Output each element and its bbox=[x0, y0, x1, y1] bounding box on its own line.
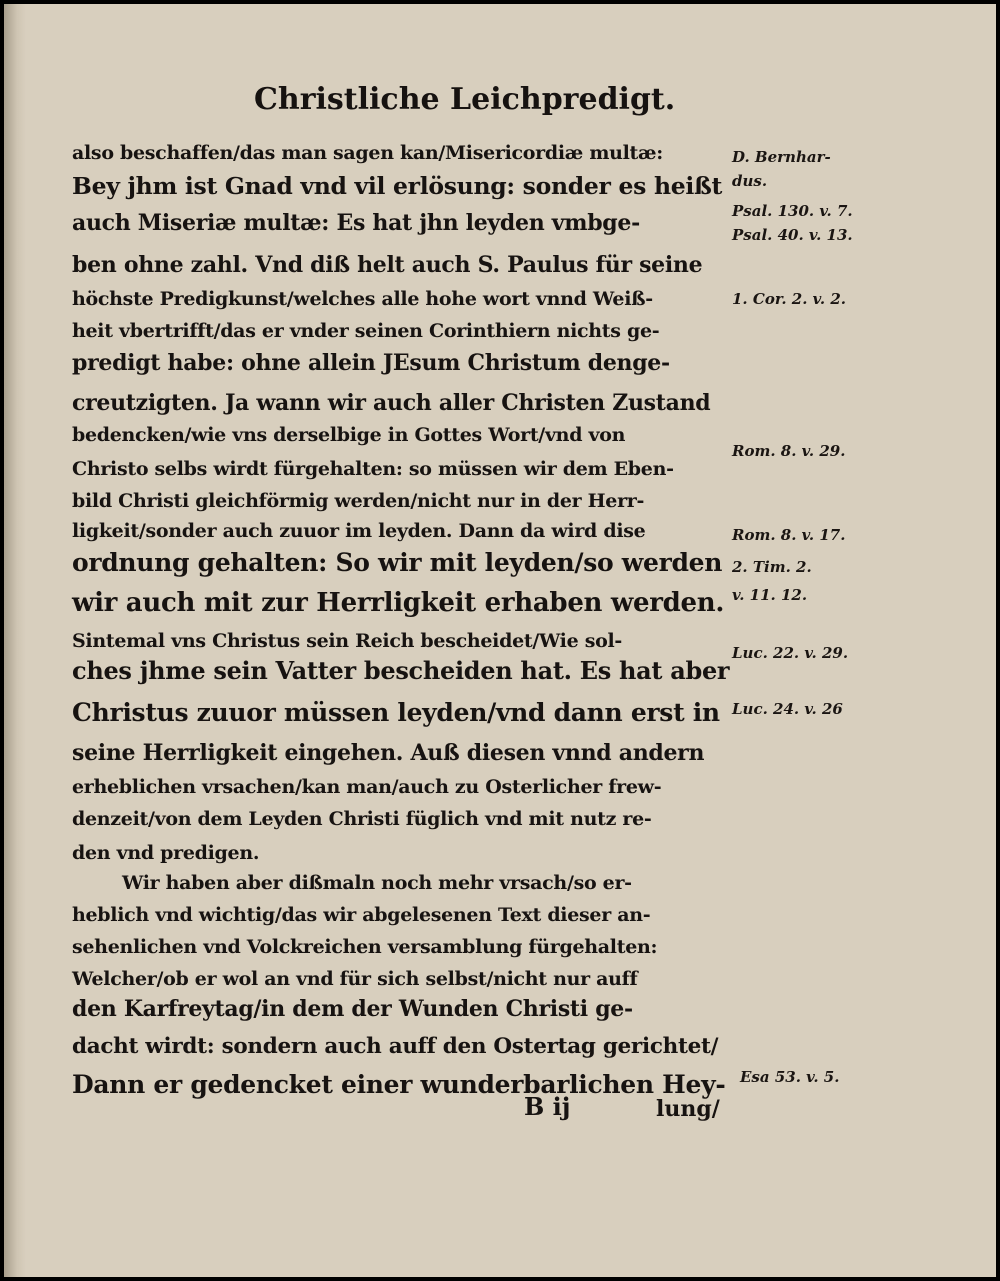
margin-note: D. Bernhar- bbox=[732, 148, 831, 166]
text-line: bedencken/wie vns derselbige in Gottes Wort/vnd von bbox=[72, 424, 626, 446]
margin-note: Rom. 8. v. 17. bbox=[732, 526, 846, 544]
margin-note: 2. Tim. 2. bbox=[732, 558, 812, 576]
text-line: denzeit/von dem Leyden Christi füglich vnd mit nutz re- bbox=[72, 808, 652, 830]
margin-note: Esa 53. v. 5. bbox=[740, 1068, 840, 1086]
text-line: Welcher/ob er wol an vnd für sich selbst/nicht nur auff bbox=[72, 968, 638, 990]
text-line: Bey jhm ist Gnad vnd vil erlösung: sonder es heißt bbox=[72, 172, 723, 200]
text-line: erheblichen vrsachen/kan man/auch zu Osterlicher frew- bbox=[72, 776, 662, 798]
text-line: ches jhme sein Vatter bescheiden hat. Es hat aber bbox=[72, 656, 730, 685]
text-line: also beschaffen/das man sagen kan/Misericordiæ multæ: bbox=[72, 142, 663, 164]
running-header: Christliche Leichpredigt. bbox=[254, 82, 676, 117]
text-line: den vnd predigen. bbox=[72, 842, 260, 864]
book-page bbox=[4, 4, 996, 1277]
text-line: Wir haben aber dißmaln noch mehr vrsach/so er- bbox=[122, 872, 632, 894]
text-line: höchste Predigkunst/welches alle hohe wort vnnd Weiß- bbox=[72, 288, 653, 310]
page-gutter-shadow bbox=[4, 4, 26, 1277]
catchword: lung/ bbox=[656, 1096, 720, 1122]
text-line: ben ohne zahl. Vnd diß helt auch S. Paulus für seine bbox=[72, 252, 703, 278]
text-line: seine Herrligkeit eingehen. Auß diesen vnnd andern bbox=[72, 740, 705, 766]
margin-note: Rom. 8. v. 29. bbox=[732, 442, 846, 460]
margin-note: Luc. 24. v. 26 bbox=[732, 700, 843, 718]
text-line: wir auch mit zur Herrligkeit erhaben werden. bbox=[72, 588, 725, 618]
text-line: dacht wirdt: sondern auch auff den Ostertag gerichtet/ bbox=[72, 1034, 719, 1059]
text-line: ordnung gehalten: So wir mit leyden/so werden bbox=[72, 548, 723, 577]
text-line: auch Miseriæ multæ: Es hat jhn leyden vmbge- bbox=[72, 210, 640, 236]
text-line: Dann er gedencket einer wunderbarlichen Hey- bbox=[72, 1070, 726, 1099]
text-line: bild Christi gleichförmig werden/nicht nur in der Herr- bbox=[72, 490, 645, 512]
text-line: heit vbertrifft/das er vnder seinen Corinthiern nichts ge- bbox=[72, 320, 660, 342]
text-line: ligkeit/sonder auch zuuor im leyden. Dann da wird dise bbox=[72, 520, 646, 542]
margin-note: 1. Cor. 2. v. 2. bbox=[732, 290, 846, 308]
text-line: Sintemal vns Christus sein Reich bescheidet/Wie sol- bbox=[72, 630, 622, 652]
margin-note: dus. bbox=[732, 172, 768, 190]
margin-note: Luc. 22. v. 29. bbox=[732, 644, 849, 662]
text-line: predigt habe: ohne allein JEsum Christum denge- bbox=[72, 350, 670, 376]
text-line: heblich vnd wichtig/das wir abgelesenen Text dieser an- bbox=[72, 904, 651, 926]
text-line: den Karfreytag/in dem der Wunden Christi ge- bbox=[72, 996, 633, 1022]
margin-note: v. 11. 12. bbox=[732, 586, 808, 604]
text-line: sehenlichen vnd Volckreichen versamblung fürgehalten: bbox=[72, 936, 658, 958]
text-line: Christo selbs wirdt fürgehalten: so müssen wir dem Eben- bbox=[72, 458, 674, 480]
text-line: creutzigten. Ja wann wir auch aller Christen Zustand bbox=[72, 390, 711, 416]
signature-mark: B ij bbox=[524, 1092, 571, 1121]
margin-note: Psal. 40. v. 13. bbox=[732, 226, 853, 244]
text-line: Christus zuuor müssen leyden/vnd dann erst in bbox=[72, 698, 720, 727]
margin-note: Psal. 130. v. 7. bbox=[732, 202, 853, 220]
